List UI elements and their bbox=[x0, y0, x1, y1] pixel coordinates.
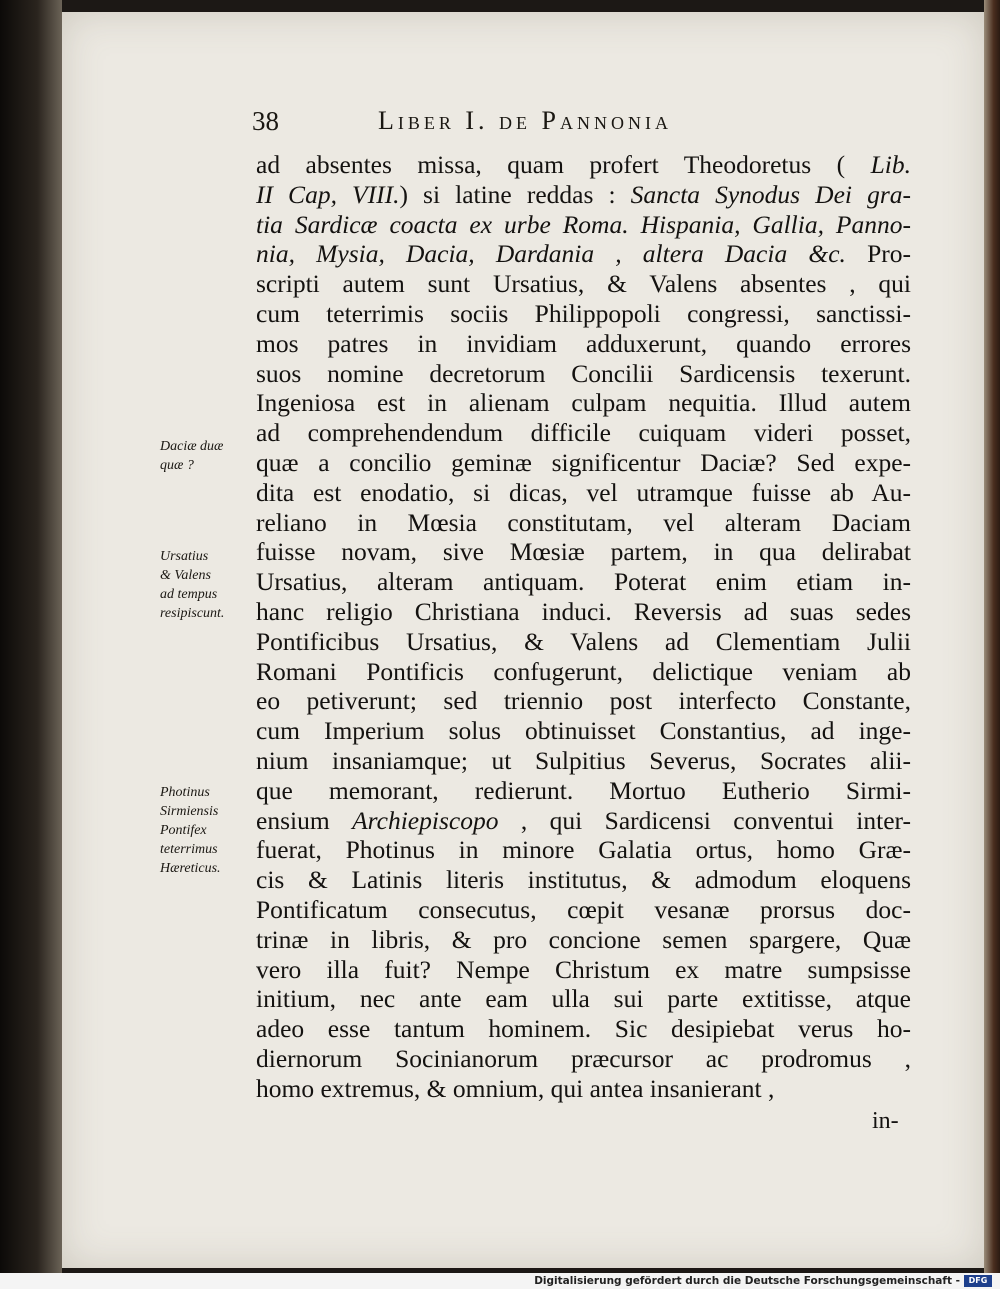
text-run: cum Imperium solus obtinuisset Constantius, ad inge- bbox=[256, 716, 911, 746]
margin-note-line: ad tempus bbox=[160, 587, 218, 602]
running-head bbox=[252, 106, 812, 142]
text-run: ensium bbox=[256, 805, 353, 835]
text-line bbox=[256, 925, 911, 955]
text-line bbox=[256, 329, 911, 359]
text-run: mos patres in invidiam adduxerunt, quando errores bbox=[256, 328, 911, 358]
text-line bbox=[256, 269, 911, 299]
text-line bbox=[256, 359, 911, 389]
text-run: Ursatius, alteram antiquam. Poterat enim etiam in- bbox=[256, 567, 911, 597]
text-run: suos nomine decretorum Concilii Sardicensis texerunt. bbox=[256, 358, 911, 388]
text-line bbox=[256, 627, 911, 657]
body-text bbox=[256, 150, 911, 1104]
italic-text: Archiepiscopo bbox=[352, 805, 499, 835]
text-run: trinæ in libris, & pro concione semen spargere, Quæ bbox=[256, 924, 911, 954]
text-line bbox=[256, 1014, 911, 1044]
text-line bbox=[256, 508, 911, 538]
text-run: fuerat, Photinus in minore Galatia ortus, homo Græ- bbox=[256, 835, 911, 865]
italic-text: nia, Mysia, Dacia, Dardania , altera Dacia &c. bbox=[256, 239, 846, 269]
page-number: 38 bbox=[252, 106, 279, 136]
text-line bbox=[256, 657, 911, 687]
text-line bbox=[256, 865, 911, 895]
book-cover-edge bbox=[984, 0, 1000, 1289]
text-line bbox=[256, 835, 911, 865]
text-line bbox=[256, 239, 911, 269]
running-title: Liber I. de Pannonia bbox=[378, 106, 672, 135]
text-line bbox=[256, 537, 911, 567]
text-line bbox=[256, 1074, 911, 1104]
margin-note-line: Photinus bbox=[160, 785, 210, 800]
text-line bbox=[256, 746, 911, 776]
text-line bbox=[256, 984, 911, 1014]
text-line bbox=[256, 806, 911, 836]
text-line bbox=[256, 210, 911, 240]
text-line bbox=[256, 299, 911, 329]
text-run: homo extremus, & omnium, qui antea insanierant , bbox=[256, 1073, 775, 1103]
text-run: Romani Pontificis confugerunt, delictique veniam ab bbox=[256, 656, 911, 686]
text-line bbox=[256, 448, 911, 478]
italic-text: Lib. bbox=[870, 150, 911, 179]
text-run: diernorum Socinianorum præcursor ac prodromus , bbox=[256, 1043, 911, 1073]
margin-note-line: Sirmiensis bbox=[160, 804, 219, 819]
margin-note-line: & Valens bbox=[160, 568, 211, 583]
text-run: ) si latine reddas : bbox=[399, 179, 631, 209]
text-run: quæ a concilio geminæ significentur Daciæ? Sed expe- bbox=[256, 447, 911, 477]
margin-note-daciae bbox=[160, 437, 256, 475]
text-line bbox=[256, 150, 911, 180]
text-run: Ingeniosa est in alienam culpam nequitia. Illud autem bbox=[256, 388, 911, 418]
text-run: Pontificibus Ursatius, & Valens ad Clementiam Julii bbox=[256, 626, 911, 656]
text-line bbox=[256, 776, 911, 806]
text-run: ad comprehendendum difficile cuiquam videri posset, bbox=[256, 418, 911, 448]
text-run: , qui Sardicensi conventui inter- bbox=[498, 805, 911, 835]
italic-text: tia Sardicæ coacta ex urbe Roma. Hispania, Gallia, Panno- bbox=[256, 209, 911, 239]
margin-note-line: teterrimus bbox=[160, 842, 218, 857]
text-line bbox=[256, 180, 911, 210]
margin-note-ursatius-valens bbox=[160, 547, 256, 623]
text-run: scripti autem sunt Ursatius, & Valens absentes , qui bbox=[256, 269, 911, 299]
text-line bbox=[256, 597, 911, 627]
margin-note-line: Ursatius bbox=[160, 549, 209, 564]
text-run: dita est enodatio, si dicas, vel utramque fuisse ab Au- bbox=[256, 477, 911, 507]
text-run: initium, nec ante eam ulla sui parte extitisse, atque bbox=[256, 984, 911, 1014]
text-line bbox=[256, 567, 911, 597]
margin-note-line: Pontifex bbox=[160, 823, 207, 838]
text-run: Pro- bbox=[845, 239, 911, 269]
dfg-logo-icon: DFG bbox=[964, 1275, 992, 1287]
text-line bbox=[256, 478, 911, 508]
text-run: cum teterrimis sociis Philippopoli congressi, sanctissi- bbox=[256, 298, 911, 328]
text-run: cis & Latinis literis institutus, & admodum eloquens bbox=[256, 865, 911, 895]
text-line bbox=[256, 716, 911, 746]
book-gutter-shadow bbox=[0, 0, 62, 1289]
margin-note-line: Daciæ duæ bbox=[160, 439, 224, 454]
text-line bbox=[256, 686, 911, 716]
text-run: ad absentes missa, quam profert Theodoretus ( bbox=[256, 150, 871, 179]
margin-note-line: resipiscunt. bbox=[160, 606, 225, 621]
text-run: hanc religio Christiana induci. Reversis ad suas sedes bbox=[256, 596, 911, 626]
margin-note-photinus bbox=[160, 783, 256, 878]
text-line bbox=[256, 1044, 911, 1074]
funding-credit: Digitalisierung gefördert durch die Deutsche Forschungsgemeinschaft - bbox=[534, 1275, 960, 1287]
text-run: que memorant, redierunt. Mortuo Eutherio Sirmi- bbox=[256, 775, 911, 805]
italic-text: Sancta Synodus Dei gra- bbox=[630, 179, 911, 209]
text-line bbox=[256, 895, 911, 925]
text-run: adeo esse tantum hominem. Sic desipiebat verus ho- bbox=[256, 1014, 911, 1044]
text-run: vero illa fuit? Nempe Christum ex matre sumpsisse bbox=[256, 954, 911, 984]
margin-note-line: quæ ? bbox=[160, 458, 194, 473]
text-run: reliano in Mœsia constitutam, vel alteram Daciam bbox=[256, 507, 911, 537]
margin-note-line: Hæreticus. bbox=[160, 861, 221, 876]
text-line bbox=[256, 955, 911, 985]
text-run: nium insaniamque; ut Sulpitius Severus, Socrates alii- bbox=[256, 745, 911, 775]
text-line bbox=[256, 418, 911, 448]
catchword: in- bbox=[872, 1108, 899, 1134]
text-line bbox=[256, 388, 911, 418]
text-run: Pontificatum consecutus, cœpit vesanæ prorsus doc- bbox=[256, 894, 911, 924]
italic-text: II Cap, VIII. bbox=[256, 179, 400, 209]
text-run: eo petiverunt; sed triennio post interfecto Constante, bbox=[256, 686, 911, 716]
text-run: fuisse novam, sive Mœsiæ partem, in qua delirabat bbox=[256, 537, 911, 567]
